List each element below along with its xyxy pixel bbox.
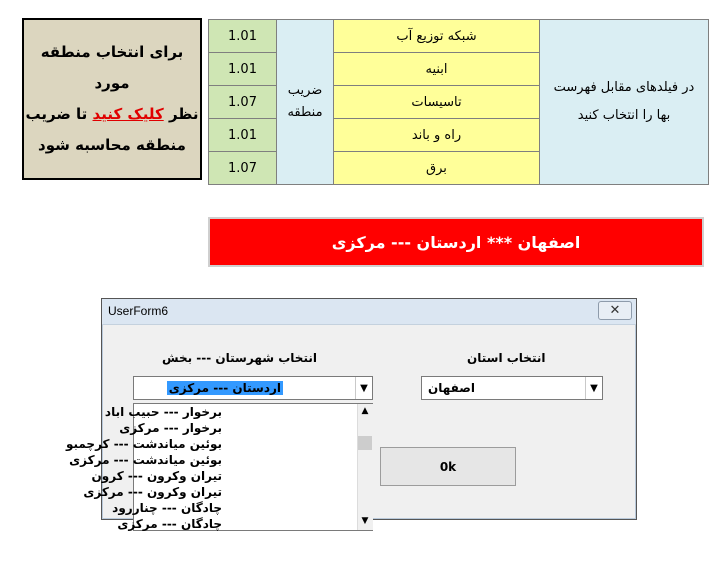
instructions-line2-pre: نظر [163,105,199,123]
instructions-line2-post: تا ضریب [25,105,93,123]
coef-value: 1.01 [209,119,277,152]
chevron-down-icon: ▼ [361,516,369,526]
coef-value: 1.07 [209,86,277,119]
coef-value: 1.01 [209,53,277,86]
close-button[interactable] [598,301,632,320]
county-dropdown-button[interactable] [355,377,372,399]
list-item[interactable]: برخوار --- مرکزی [119,421,222,435]
instructions-line1: برای انتخاب منطقه مورد [40,43,184,92]
zone-coef-label-1: ضریب [287,83,323,98]
category-cell: شبکه توزیع آب [334,20,540,53]
coef-value: 1.07 [209,152,277,185]
instructions-box[interactable] [22,18,202,180]
table-row [209,20,709,53]
province-label: انتخاب استان [467,351,546,365]
list-item[interactable]: تیران وکرون --- مرکزی [83,485,222,499]
county-combobox[interactable] [133,376,373,400]
chevron-down-icon: ▼ [360,382,368,394]
instructions-line3: منطقه محاسبه شود [38,136,186,154]
category-cell: تاسیسات [334,86,540,119]
list-item[interactable]: چادگان --- مرکزی [117,517,222,531]
list-item[interactable]: بوئین میاندشت --- کرچمبو [65,437,222,451]
selected-zone-text: اصفهان *** اردستان --- مرکزی [331,232,581,252]
category-cell: راه و باند [334,119,540,152]
list-item[interactable]: بوئین میاندشت --- مرکزی [69,453,222,467]
scroll-down-button[interactable] [358,514,372,528]
window-title: UserForm6 [108,304,169,318]
click-here-link[interactable]: کلیک کنید [92,105,164,123]
list-item[interactable]: چادگان --- چناررود [112,501,222,515]
county-dropdown-list[interactable] [65,403,373,531]
scroll-thumb[interactable] [358,436,372,450]
ok-button-label: 0k [439,459,457,474]
chevron-down-icon: ▼ [590,382,598,394]
note-line1: در فیلدهای مقابل فهرست [553,80,695,95]
province-combobox[interactable] [421,376,603,400]
zone-coef-label-2: منطقه [287,105,323,120]
province-dropdown-button[interactable] [585,377,602,399]
province-combo-value: اصفهان [427,381,475,395]
price-list-note [540,20,709,185]
scroll-up-button[interactable] [358,404,372,418]
county-label: انتخاب شهرستان --- بخش [162,351,317,365]
category-cell: برق [334,152,540,185]
list-item[interactable]: برخوار --- حبیب اباد [104,405,222,419]
coef-value: 1.01 [209,20,277,53]
coefficient-table [208,19,709,185]
userform-dialog [65,298,637,531]
instructions-line2 [25,99,198,130]
close-icon: ✕ [609,303,621,318]
chevron-up-icon: ▲ [361,406,369,416]
ok-button[interactable] [380,447,516,486]
county-combo-value: اردستان --- مرکزی [168,381,281,395]
selected-zone-banner [208,217,704,267]
note-line2: بها را انتخاب کنید [577,108,671,123]
list-item[interactable]: تیران وکرون --- کرون [91,469,222,483]
zone-coef-header [277,20,334,185]
title-bar[interactable] [102,299,636,325]
list-scrollbar[interactable] [357,404,373,530]
category-cell: ابنیه [334,53,540,86]
